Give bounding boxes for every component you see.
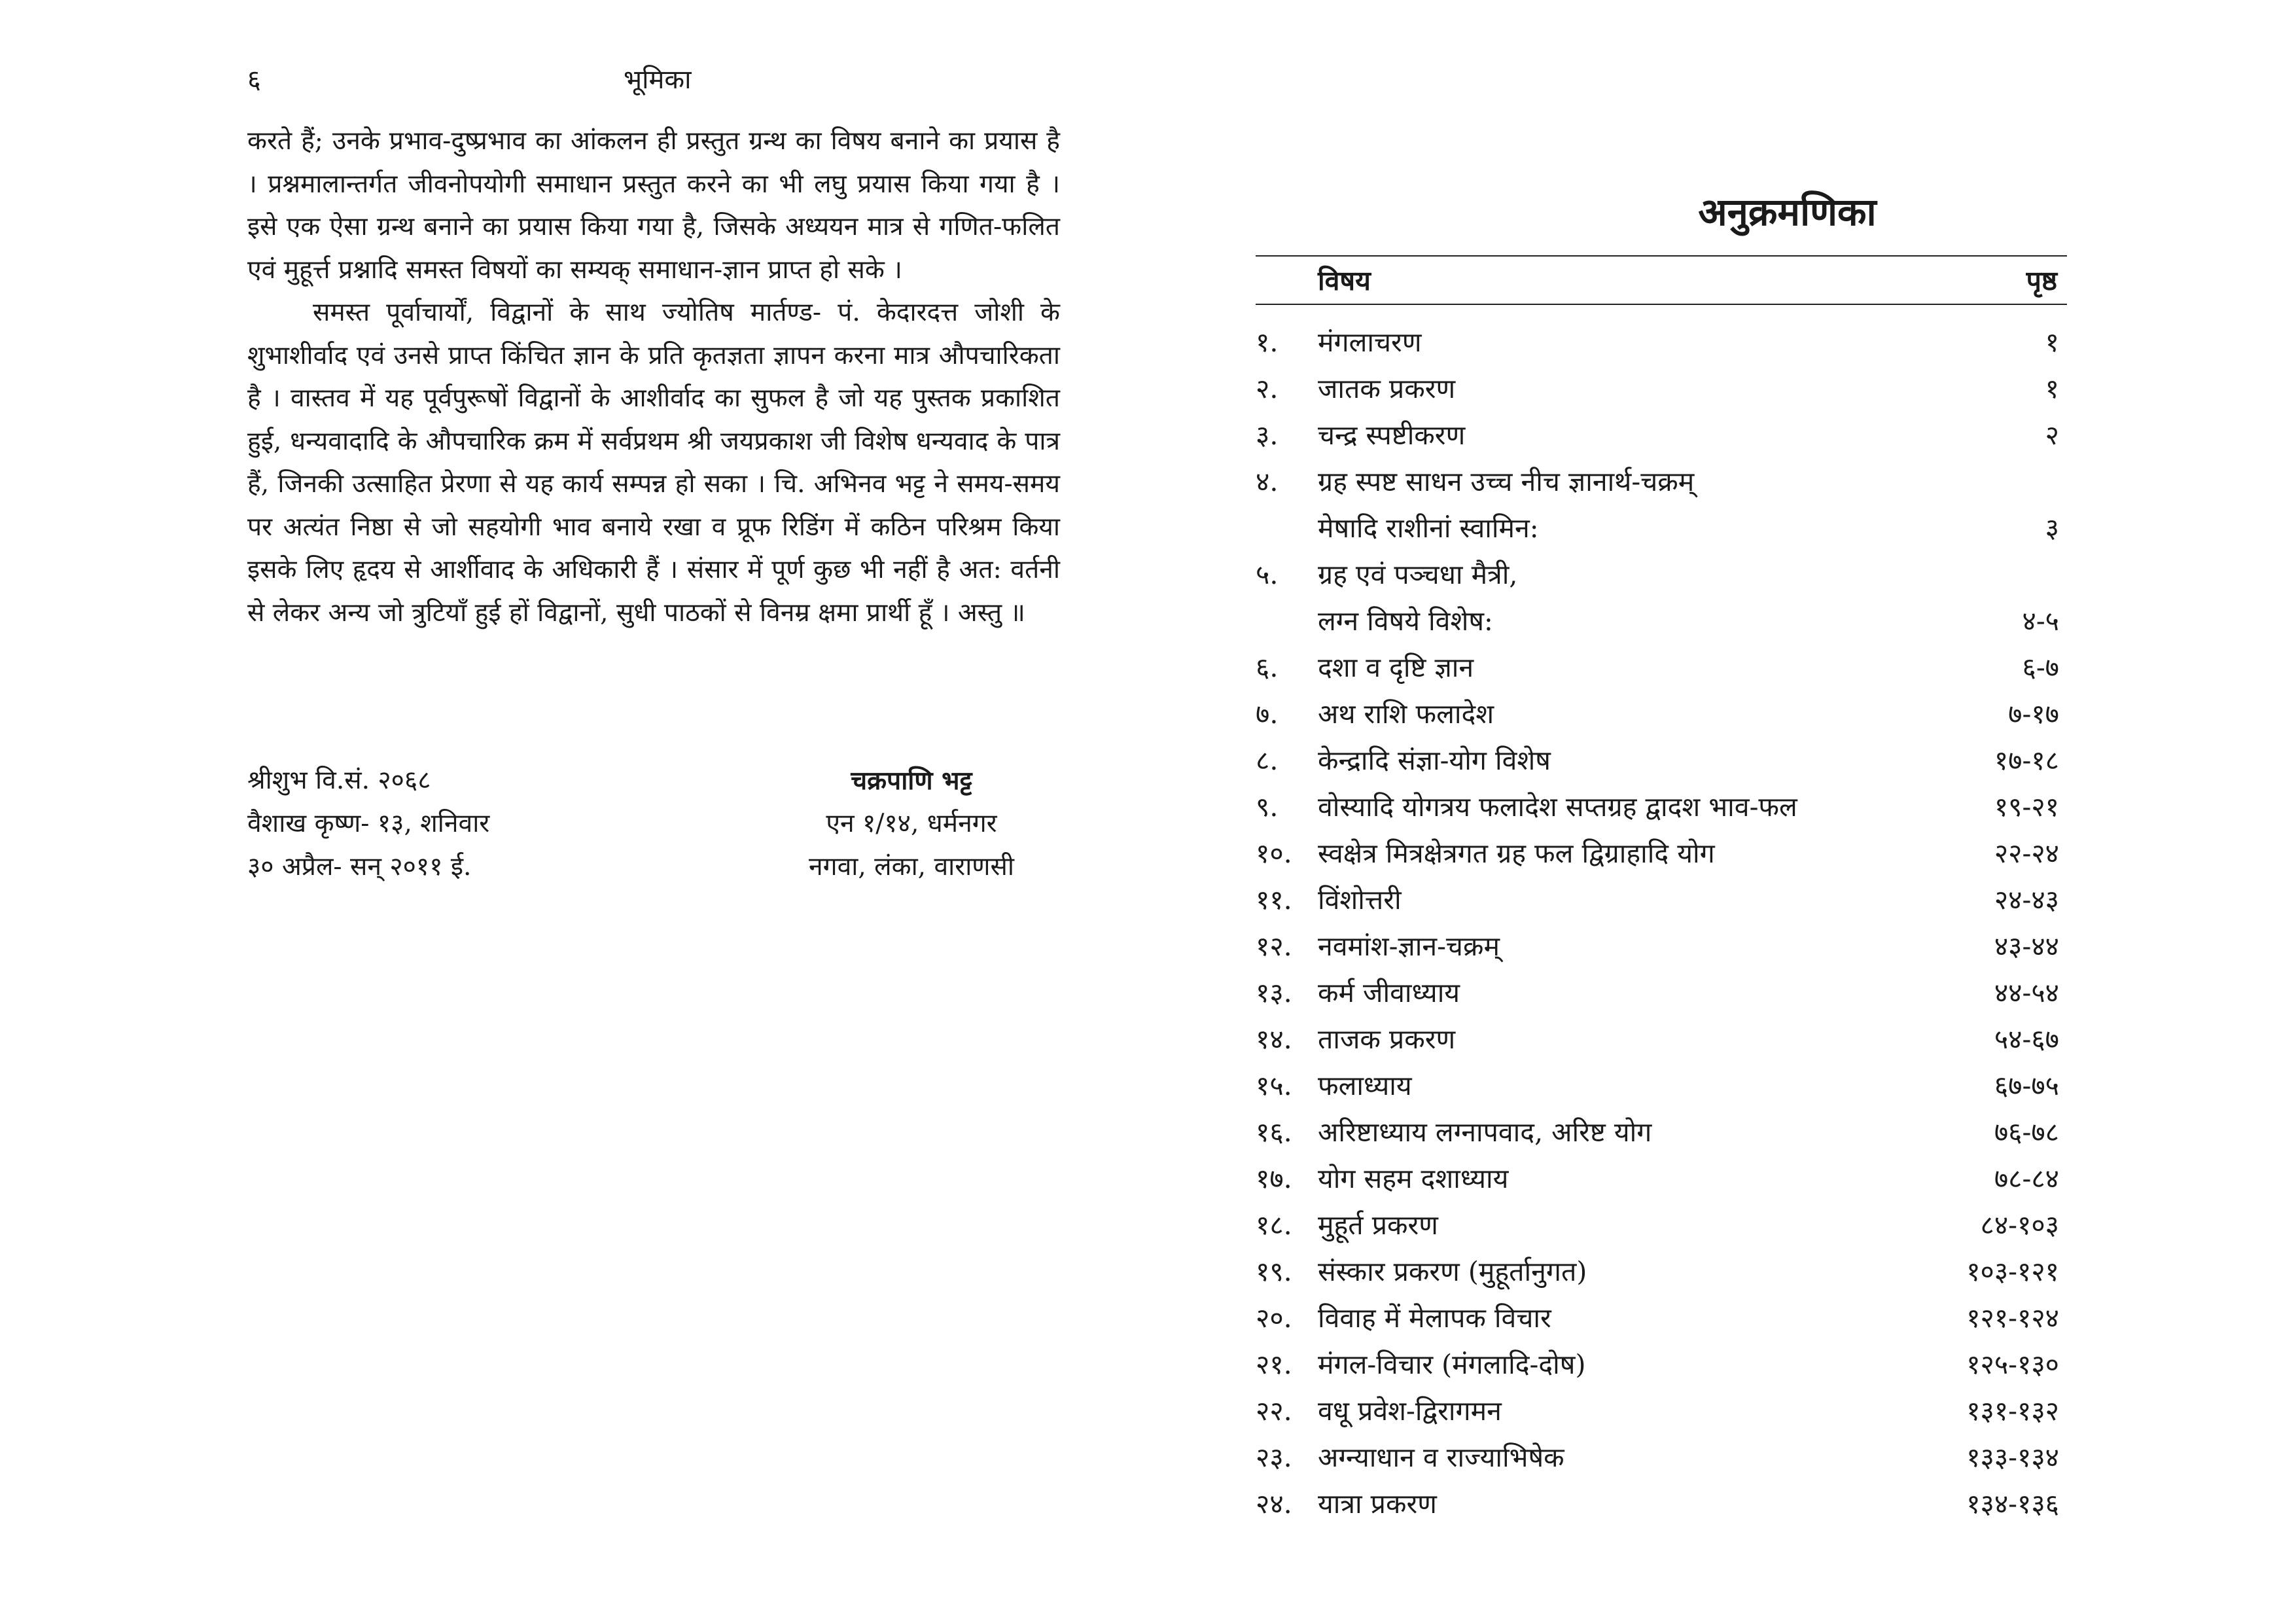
toc-row [1256, 598, 2067, 645]
toc-entry-page: ८४-१०३ [1980, 1209, 2059, 1241]
toc-entry-number: ९. [1256, 791, 1279, 823]
toc-entry-title: फलाध्याय [1318, 1070, 1412, 1101]
toc-entry-number: ३. [1256, 419, 1279, 451]
toc-entry-title: नवमांश-ज्ञान-चक्रम् [1318, 931, 1500, 962]
toc-entry-title: यात्रा प्रकरण [1318, 1488, 1437, 1520]
toc-entry-number: १. [1256, 327, 1279, 358]
date-block [247, 759, 640, 889]
toc-row [1256, 552, 2067, 598]
toc-row [1256, 459, 2067, 505]
toc-row [1256, 830, 2067, 877]
toc-entry-number: २४. [1256, 1488, 1292, 1520]
preface-paragraph-2: समस्त पूर्वाचार्यों, विद्वानों के साथ ज्योतिष मार्तण्ड- पं. केदारदत्त जोशी के शुभाशीर्वाद एवं उनसे प्राप्त किंचित ज्ञान के प्रति कृतज्ञता ज्ञापन करना मात्र औपचारिकता है । वास्तव में यह पूर्वपुरूषों विद्वानों के आशीर्वाद का सुफल है जो यह पुस्तक प्रकाशित हुई, धन्यवादादि के औपचारिक क्रम में सर्वप्रथम श्री जयप्रकाश जी विशेष धन्यवाद के पात्र हैं, जिनकी उत्साहित प्रेरणा से यह कार्य सम्पन्न हो सका । चि. अभिनव भट्ट ने समय-समय पर अत्यंत निष्ठा से जो सहयोगी भाव बनाये रखा व प्रूफ रिडिंग में कठिन परिश्रम किया इसके लिए हृदय से आर्शीवाद के अधिकारी हैं । संसार में पूर्ण कुछ भी नहीं है अत: वर्तनी से लेकर अन्य जो त्रुटियाँ हुई हों विद्वानों, सुधी पाठकों से विनम्र क्षमा प्रार्थी हूँ । अस्तु ॥ [247, 298, 1060, 628]
toc-entry-number: २. [1256, 373, 1279, 404]
toc-header-rule [1256, 304, 2067, 305]
toc-entry-number: १३. [1256, 977, 1292, 1008]
toc-list [1256, 319, 2067, 1527]
toc-entry-page: १०३-१२१ [1966, 1256, 2059, 1287]
toc-entry-number: २१. [1256, 1349, 1292, 1380]
toc-entry-page: २२-२४ [1994, 838, 2059, 869]
toc-entry-title: अथ राशि फलादेश [1318, 698, 1494, 730]
toc-entry-page: १९-२१ [1994, 791, 2059, 823]
toc-entry-number: ८. [1256, 745, 1279, 776]
toc-entry-title: विवाह में मेलापक विचार [1318, 1302, 1551, 1334]
toc-row [1256, 412, 2067, 459]
toc-entry-title: योग सहम दशाध्याय [1318, 1163, 1509, 1194]
toc-entry-page: ७८-८४ [1994, 1163, 2059, 1194]
toc-entry-page: १ [2045, 373, 2059, 404]
toc-entry-page: १३१-१३२ [1966, 1395, 2059, 1427]
table-of-contents [1256, 255, 2067, 1527]
toc-entry-title: मंगल-विचार (मंगलादि-दोष) [1318, 1349, 1586, 1380]
toc-row [1256, 1109, 2067, 1156]
toc-entry-title: मुहूर्त प्रकरण [1318, 1209, 1438, 1241]
toc-row [1256, 784, 2067, 830]
running-head [247, 60, 1059, 99]
toc-entry-title: केन्द्रादि संज्ञा-योग विशेष [1318, 745, 1551, 776]
toc-row [1256, 1249, 2067, 1295]
toc-entry-page: ३ [2045, 512, 2059, 544]
toc-header-subject: विषय [1318, 265, 1371, 296]
toc-entry-number: १८. [1256, 1209, 1292, 1241]
toc-entry-number: १९. [1256, 1256, 1292, 1287]
toc-entry-title: ग्रह एवं पञ्चधा मैत्री, [1318, 559, 1518, 590]
toc-entry-title: विंशोत्तरी [1318, 884, 1402, 916]
toc-entry-title: ग्रह स्पष्ट साधन उच्च नीच ज्ञानार्थ-चक्रम् [1318, 466, 1695, 497]
toc-entry-title: अरिष्टाध्याय लग्नापवाद, अरिष्ट योग [1318, 1116, 1652, 1148]
toc-entry-number: २३. [1256, 1442, 1292, 1473]
toc-entry-title: अग्न्याधान व राज्याभिषेक [1318, 1442, 1564, 1473]
toc-entry-number: २२. [1256, 1395, 1292, 1427]
toc-entry-number: १५. [1256, 1070, 1292, 1101]
toc-entry-title: लग्न विषये विशेष: [1318, 605, 1493, 637]
toc-row [1256, 1481, 2067, 1527]
toc-row [1256, 923, 2067, 970]
toc-title: अनुक्रमणिका [1698, 190, 1877, 234]
toc-row [1256, 1063, 2067, 1109]
toc-entry-title: दशा व दृष्टि ज्ञान [1318, 652, 1474, 683]
toc-entry-page: ४३-४४ [1994, 931, 2059, 962]
toc-entry-page: ६-७ [2022, 652, 2059, 683]
toc-row [1256, 1342, 2067, 1388]
toc-entry-page: १७-१८ [1994, 745, 2059, 776]
toc-row [1256, 1295, 2067, 1342]
toc-entry-title: मंगलाचरण [1318, 327, 1422, 358]
toc-entry-number: १६. [1256, 1116, 1292, 1148]
toc-entry-number: ११. [1256, 884, 1292, 916]
author-name: चक्रपाणि भट्ट [851, 766, 972, 796]
toc-row [1256, 1435, 2067, 1481]
toc-entry-page: १२१-१२४ [1966, 1302, 2059, 1334]
toc-entry-title: वधू प्रवेश-द्विरागमन [1318, 1395, 1502, 1427]
address-line: नगवा, लंका, वाराणसी [809, 852, 1014, 882]
toc-entry-number: ४. [1256, 466, 1279, 497]
preface-paragraph-1: करते हैं; उनके प्रभाव-दुष्प्रभाव का आंकलन ही प्रस्तुत ग्रन्थ का विषय बनाने का प्रयास है । प्रश्नमालान्तर्गत जीवनोपयोगी समाधान प्रस्तुत करने का भी लघु प्रयास किया गया है । इसे एक ऐसा ग्रन्थ बनाने का प्रयास किया गया है, जिसके अध्ययन मात्र से गणित-फलित एवं मुहूर्त्त प्रश्नादि समस्त विषयों का सम्यक् समाधान-ज्ञान प्राप्त हो सके । [247, 126, 1060, 285]
date-line: ३० अप्रैल- सन् २०११ ई. [247, 852, 472, 882]
toc-entry-number: १०. [1256, 838, 1292, 869]
preface-body [247, 120, 1060, 634]
toc-entry-number: २०. [1256, 1302, 1292, 1334]
toc-row [1256, 970, 2067, 1016]
toc-entry-title: स्वक्षेत्र मित्रक्षेत्रगत ग्रह फल द्विग्राहादि योग [1318, 838, 1715, 869]
toc-entry-page: ६७-७५ [1994, 1070, 2059, 1101]
toc-entry-page: ७-१७ [2008, 698, 2059, 730]
right-page [1148, 0, 2296, 1623]
toc-entry-page: ७६-७८ [1994, 1116, 2059, 1148]
toc-entry-page: १३३-१३४ [1966, 1442, 2059, 1473]
toc-entry-page: १ [2045, 327, 2059, 358]
toc-row [1256, 505, 2067, 552]
toc-entry-number: ७. [1256, 698, 1279, 730]
toc-entry-page: ५४-६७ [1994, 1024, 2059, 1055]
toc-row [1256, 1016, 2067, 1063]
toc-entry-title: जातक प्रकरण [1318, 373, 1456, 404]
toc-entry-page: २४-४३ [1994, 884, 2059, 916]
author-block [764, 759, 1059, 889]
toc-row [1256, 691, 2067, 738]
toc-entry-page: ४-५ [2022, 605, 2059, 637]
toc-entry-page: १२५-१३० [1966, 1349, 2059, 1380]
toc-row [1256, 645, 2067, 691]
toc-row [1256, 319, 2067, 366]
toc-row [1256, 1388, 2067, 1435]
toc-row [1256, 738, 2067, 784]
toc-entry-title: वोस्यादि योगत्रय फलादेश सप्तग्रह द्वादश भाव-फल [1318, 791, 1797, 823]
toc-entry-number: १४. [1256, 1024, 1292, 1055]
toc-entry-title: चन्द्र स्पष्टीकरण [1318, 419, 1466, 451]
toc-entry-number: ६. [1256, 652, 1279, 683]
toc-entry-page: २ [2045, 419, 2059, 451]
toc-row [1256, 366, 2067, 412]
toc-entry-page: ४४-५४ [1994, 977, 2059, 1008]
toc-entry-title: ताजक प्रकरण [1318, 1024, 1456, 1055]
date-line: श्रीशुभ वि.सं. २०६८ [247, 766, 431, 795]
toc-row [1256, 1202, 2067, 1249]
toc-entry-number: १२. [1256, 931, 1292, 962]
toc-entry-number: १७. [1256, 1163, 1292, 1194]
toc-entry-title: मेषादि राशीनां स्वामिन: [1318, 512, 1539, 544]
toc-entry-number: ५. [1256, 559, 1279, 590]
toc-header [1256, 257, 2067, 304]
toc-entry-title: संस्कार प्रकरण (मुहूर्तानुगत) [1318, 1256, 1587, 1287]
toc-entry-page: १३४-१३६ [1966, 1488, 2059, 1520]
page-number: ६ [247, 65, 261, 95]
toc-row [1256, 877, 2067, 923]
address-line: एन १/१४, धर्मनगर [826, 809, 997, 838]
toc-row [1256, 1156, 2067, 1202]
signature-block [247, 759, 1060, 903]
running-head-title: भूमिका [624, 65, 692, 95]
toc-header-page: पृष्ठ [2026, 265, 2057, 296]
date-line: वैशाख कृष्ण- १३, शनिवार [247, 809, 490, 838]
toc-entry-title: कर्म जीवाध्याय [1318, 977, 1460, 1008]
